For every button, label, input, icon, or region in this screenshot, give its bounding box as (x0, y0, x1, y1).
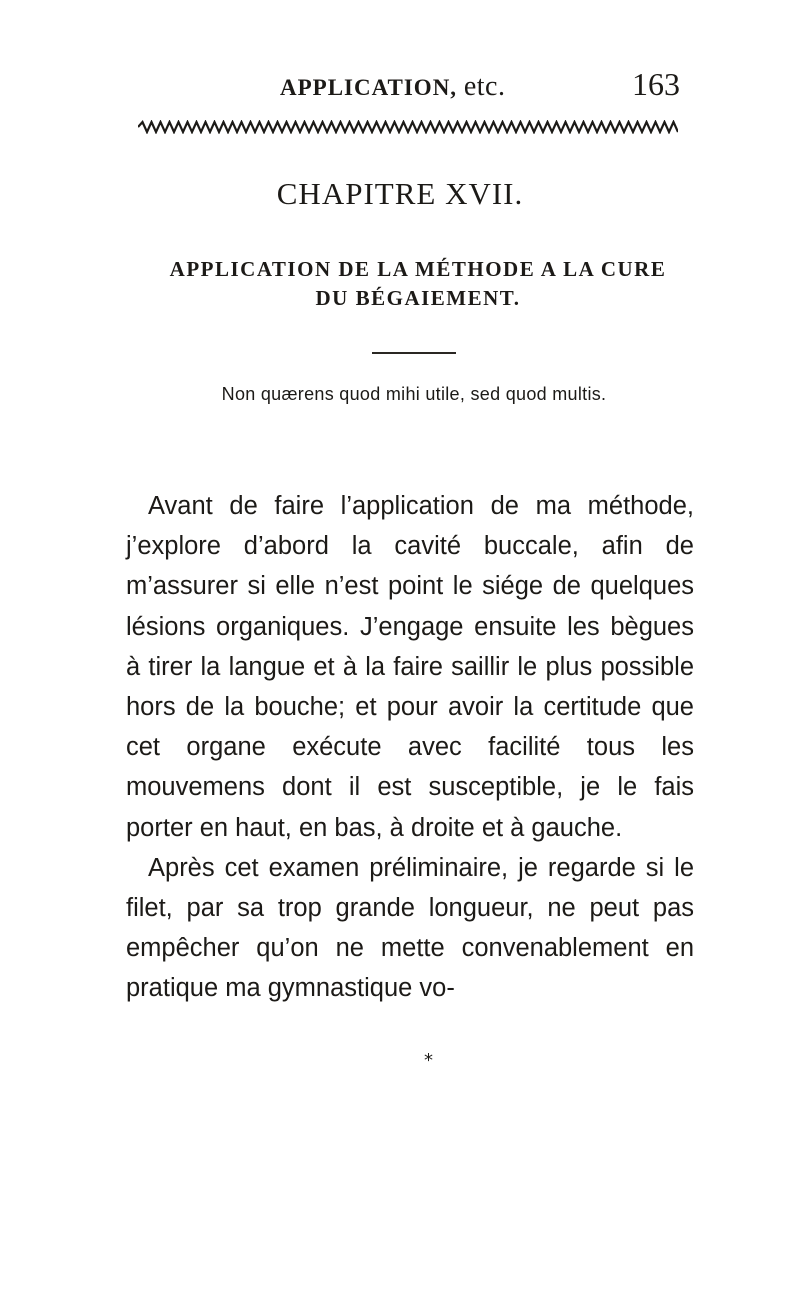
running-title-rest: etc. (463, 71, 506, 102)
signature-mark: * (424, 1050, 433, 1071)
paragraph-1: Avant de faire l’application de ma méthode, j’explore d’abord la cavité buccale, afin de m’assurer si elle n’est point le siége de quelques lésions organiques. J’engage ensuite les bègues à tirer la langue et à la faire saillir le plus possible hors de la bouche; et pour avoir la certitude que cet organe exécute avec facilité tous les mouvemens dont il est susceptible, je le fais porter en haut, en bas, à droite et à gauche. (126, 492, 694, 842)
page-number: 163 (632, 66, 680, 102)
chapter-number: CHAPITRE XVII. (276, 176, 524, 211)
paragraph-2: Après cet examen préliminaire, je regarde si le filet, par sa trop grande longueur, ne peut pas empêcher qu’on ne mette convenablement en pratique ma gymnastique vo- (126, 853, 694, 1003)
running-title (280, 71, 505, 103)
chapter-title-line-1: APPLICATION DE LA MÉTHODE A LA CURE (169, 257, 667, 281)
chapter-title-line-2: DU BÉGAIEMENT. (315, 286, 521, 310)
running-head (280, 66, 680, 116)
section-divider-rule (372, 352, 456, 354)
ornamental-wavy-rule (138, 120, 678, 134)
body-text (126, 486, 694, 1009)
running-title-caps: APPLICATION, (280, 75, 458, 100)
epigraph: Non quærens quod mihi utile, sed quod multis. (221, 384, 607, 404)
chapter-title (118, 255, 718, 313)
